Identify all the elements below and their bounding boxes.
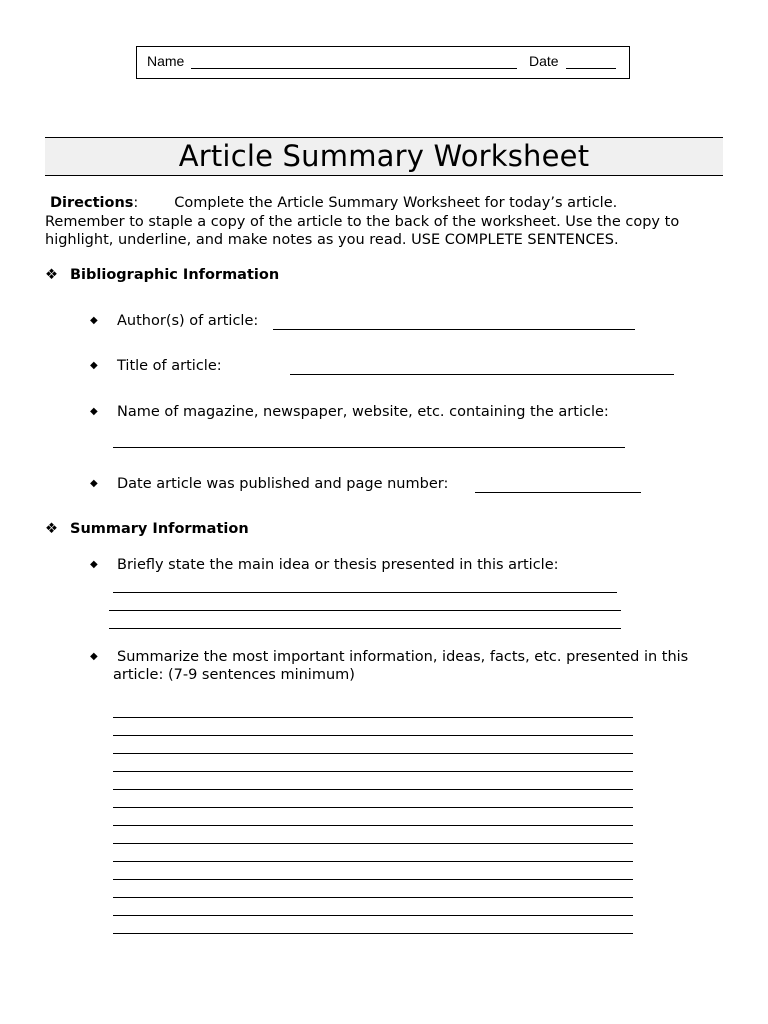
important-info-item bbox=[90, 648, 688, 684]
summary-line[interactable] bbox=[113, 735, 633, 736]
bullet-icon: ◆ bbox=[90, 559, 98, 570]
bullet-icon: ◆ bbox=[90, 360, 98, 371]
summary-line[interactable] bbox=[113, 717, 633, 718]
date-published-item bbox=[90, 476, 448, 492]
name-label: Name bbox=[147, 53, 185, 69]
source-field[interactable] bbox=[113, 447, 625, 448]
summary-line[interactable] bbox=[113, 843, 633, 844]
summary-line[interactable] bbox=[113, 933, 633, 934]
directions-line3: highlight, underline, and make notes as you read. USE COMPLETE SENTENCES. bbox=[45, 232, 619, 248]
date-field[interactable] bbox=[566, 68, 616, 69]
main-idea-line[interactable] bbox=[109, 628, 621, 629]
bullet-icon: ◆ bbox=[90, 406, 98, 417]
summary-line[interactable] bbox=[113, 771, 633, 772]
directions-line1: Complete the Article Summary Worksheet for today’s article. bbox=[174, 195, 618, 211]
author-field[interactable] bbox=[273, 329, 635, 330]
summary-writing-lines bbox=[113, 700, 633, 934]
bibliographic-heading bbox=[45, 267, 279, 283]
diamond-bullet-icon: ❖ bbox=[45, 521, 58, 537]
bullet-icon: ◆ bbox=[90, 478, 98, 489]
summary-heading-text: Summary Information bbox=[70, 521, 249, 537]
title-field[interactable] bbox=[290, 374, 674, 375]
title-item bbox=[90, 358, 222, 374]
date-published-field[interactable] bbox=[475, 492, 641, 493]
bibliographic-heading-text: Bibliographic Information bbox=[70, 267, 280, 283]
summary-line[interactable] bbox=[113, 879, 633, 880]
summary-line[interactable] bbox=[113, 753, 633, 754]
author-item bbox=[90, 313, 258, 329]
summary-line[interactable] bbox=[113, 789, 633, 790]
main-idea-label: Briefly state the main idea or thesis presented in this article: bbox=[117, 557, 559, 573]
main-idea-line[interactable] bbox=[113, 592, 617, 593]
directions-label: Directions bbox=[50, 195, 134, 211]
source-label: Name of magazine, newspaper, website, etc. containing the article: bbox=[117, 404, 609, 420]
date-label: Date bbox=[529, 53, 559, 69]
bullet-icon: ◆ bbox=[90, 651, 98, 662]
important-info-label-line2: article: (7-9 sentences minimum) bbox=[113, 666, 355, 683]
directions-block: Directions: Complete the Article Summary Worksheet for today’s article. Remember to staple a copy of the article to the back of the worksheet. Use the copy to highlight, underline, and make notes as you read. USE COMPLETE SENTENCES. bbox=[45, 194, 725, 250]
main-idea-line[interactable] bbox=[109, 610, 621, 611]
summary-line[interactable] bbox=[113, 807, 633, 808]
important-info-label-line1: Summarize the most important information, ideas, facts, etc. presented in this bbox=[117, 649, 689, 665]
summary-line[interactable] bbox=[113, 897, 633, 898]
bullet-icon: ◆ bbox=[90, 315, 98, 326]
title-label: Title of article: bbox=[117, 358, 222, 374]
author-label: Author(s) of article: bbox=[117, 313, 259, 329]
date-published-label: Date article was published and page number: bbox=[117, 476, 449, 492]
name-date-box bbox=[136, 46, 630, 79]
diamond-bullet-icon: ❖ bbox=[45, 267, 58, 283]
summary-heading bbox=[45, 521, 249, 537]
summary-line[interactable] bbox=[113, 915, 633, 916]
page-title: Article Summary Worksheet bbox=[45, 137, 723, 176]
name-field[interactable] bbox=[191, 68, 517, 69]
source-item bbox=[90, 404, 609, 420]
directions-line2: Remember to staple a copy of the article to the back of the worksheet. Use the copy to bbox=[45, 213, 680, 230]
main-idea-item bbox=[90, 557, 559, 573]
summary-line[interactable] bbox=[113, 825, 633, 826]
summary-line[interactable] bbox=[113, 861, 633, 862]
